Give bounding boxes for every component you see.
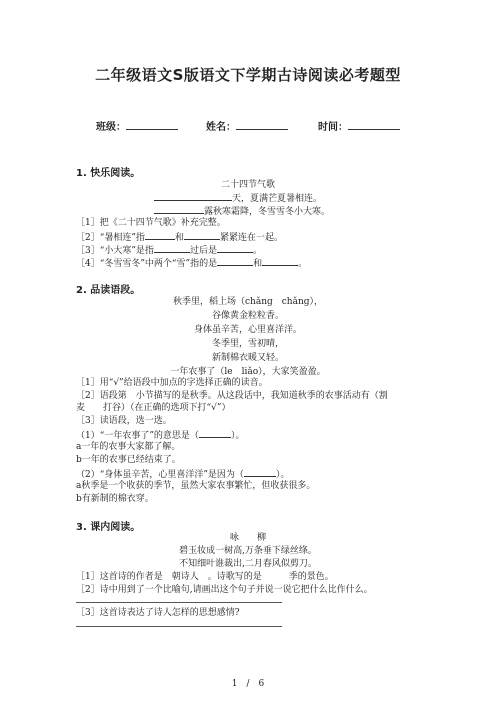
passage-line-4: 冬季里，雪初晴， (211, 339, 284, 349)
name-blank (236, 120, 288, 130)
s3-q2: ［2］诗中用到了一个比喻句,请画出这个句子并说一说它把什么比作什么。 (76, 585, 373, 595)
s1-q2 (76, 231, 283, 244)
poem-2-line-2: 不知细叶谁裁出,二月春风似剪刀。 (179, 559, 317, 569)
s2-q3: ［3］读语段，选一选。 (76, 416, 172, 426)
s2-option-b2: b有新制的棉衣穿。 (76, 494, 154, 504)
class-blank (126, 120, 178, 130)
s3-q2-answer-line (76, 602, 282, 603)
s2-sub-2-b: ）。 (275, 470, 290, 480)
s1-q3-a: ［3］“小大寒”是指 (76, 246, 154, 256)
s2-sub-1-a: （1）“一年农事了”的意思是（ (76, 431, 199, 441)
s2-sub-1 (76, 429, 244, 442)
s1-q4-blank-2 (262, 257, 298, 266)
class-field (96, 118, 178, 133)
s2-sub-2-a: （2）“身体虽辛苦，心里喜洋洋”是因为（ (76, 470, 244, 480)
s1-q2-a: ［2］“暑相连”指 (76, 233, 145, 243)
poem-1-line-1-text: 天，夏满芒夏暑相连。 (232, 194, 323, 204)
s1-q3-blank-2 (217, 244, 253, 253)
s2-sub-2 (76, 468, 289, 481)
poem-1-title: 二十四节气歌 (220, 180, 275, 190)
s1-q2-blank-2 (184, 231, 220, 240)
passage-line-1: 秋季里，稻上场（chǎng chǎng）， (172, 297, 324, 307)
poem-1-line-2 (154, 205, 330, 218)
s1-q1: ［1］把《二十四节气歌》补充完整。 (76, 218, 226, 228)
s1-q4-a: ［4］“冬雪雪冬”中两个“雪”指的是 (76, 259, 218, 269)
s2-q2-line-1: ［2］语段第 小节描写的是秋季。从这段话中，我知道秋季的农事活动有（割 (76, 391, 388, 401)
s2-sub-1-b: ）。 (230, 431, 245, 441)
name-field (206, 118, 288, 133)
passage-line-5: 新制棉衣暖又轻。 (211, 353, 284, 363)
name-label: 姓名： (206, 122, 236, 133)
section-2-heading: 2. 品读语段。 (76, 285, 141, 296)
s1-q3-c: 。 (252, 246, 262, 256)
poem-1-line-2-text: 露秋寒霜降，冬雪雪冬小大寒。 (204, 207, 331, 217)
s2-q2-line-2: 麦 打谷）（在正确的选项下打“√”） (76, 403, 231, 413)
s1-q2-b: 和 (174, 233, 184, 243)
poem-blank-1 (154, 192, 232, 201)
s1-q2-blank-1 (145, 231, 175, 240)
s1-q2-c: 紧紧连在一起。 (219, 233, 283, 243)
s1-q3 (76, 244, 262, 257)
s1-q4-c: 。 (298, 259, 308, 269)
time-blank (348, 120, 400, 130)
section-3-heading: 3. 课内阅读。 (76, 522, 141, 533)
s2-option-a2: a秋季是一个收获的季节，虽然大家农事繁忙，但收获很多。 (76, 481, 316, 491)
passage-line-3: 身体虽辛苦，心里喜洋洋。 (193, 325, 302, 335)
page-title: 二年级语文S版语文下学期古诗阅读必考题型 (95, 66, 401, 84)
s1-q3-b: 过后是 (189, 246, 217, 256)
s3-q3-answer-line (76, 626, 282, 627)
page-number: 1 / 6 (231, 679, 265, 689)
time-label: 时间： (318, 122, 348, 133)
poem-2-title: 咏 柳 (229, 533, 266, 543)
s1-q3-blank-1 (154, 244, 190, 253)
s2-option-b1: b一年的农事已经结束了。 (76, 455, 181, 465)
s3-q3: ［3］这首诗表达了诗人怎样的思想感情? (76, 608, 240, 618)
class-label: 班级： (96, 122, 126, 133)
s1-q4 (76, 257, 307, 270)
poem-2-line-1: 碧玉妆成一树高,万条垂下绿丝绦。 (179, 546, 317, 556)
s2-q1: ［1］用“√”给语段中加点的字选择正确的读音。 (76, 378, 268, 388)
section-1-heading: 1. 快乐阅读。 (76, 168, 141, 179)
poem-1-line-1 (154, 192, 322, 205)
s2-sub-2-blank (244, 468, 276, 477)
s2-sub-1-blank (199, 429, 231, 438)
passage-line-6: 一年农事了（le liǎo），大家笑盈盈。 (170, 367, 326, 377)
poem-blank-2 (154, 205, 204, 214)
s2-option-a1: a一年的农事大家都了解。 (76, 442, 181, 452)
s1-q4-blank-1 (217, 257, 253, 266)
s1-q4-b: 和 (253, 259, 263, 269)
s3-q1: ［1］这首诗的作者是 朝诗人 。诗歌写的是 季的景色。 (76, 572, 334, 582)
time-field (318, 118, 400, 133)
passage-line-2: 谷像黄金粒粒香。 (211, 311, 284, 321)
